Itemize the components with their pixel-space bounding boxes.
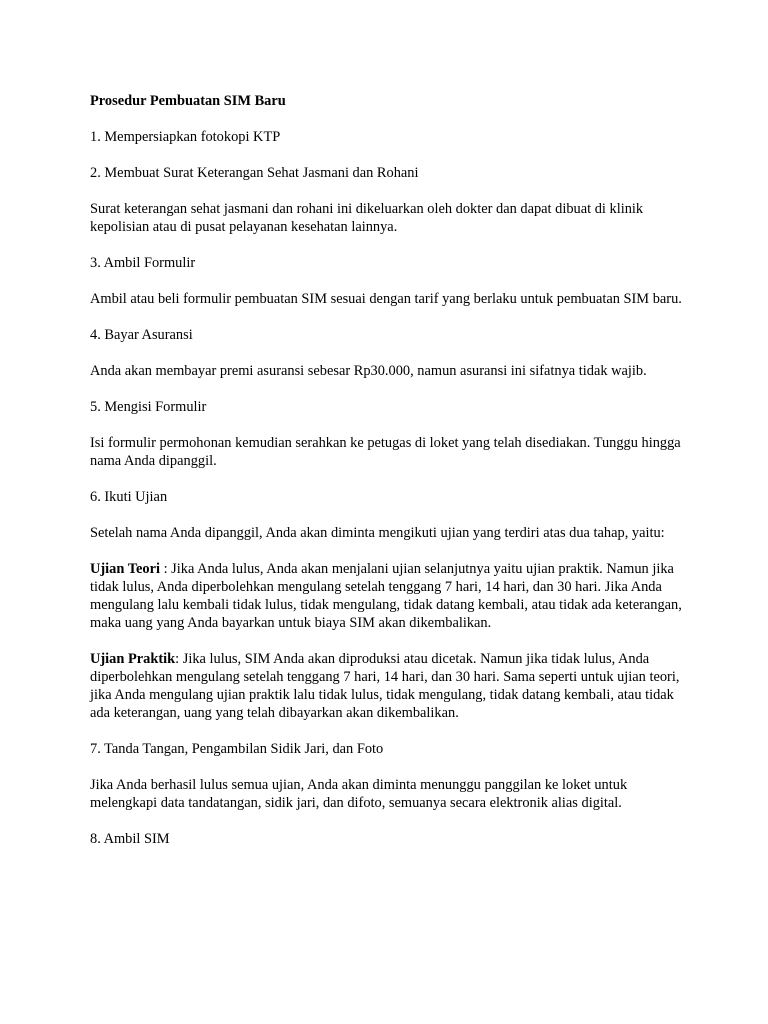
step-5-heading: 5. Mengisi Formulir: [90, 399, 207, 415]
step-6-heading: 6. Ikuti Ujian: [90, 489, 168, 505]
step-7-heading: 7. Tanda Tangan, Pengambilan Sidik Jari, dan Foto: [90, 741, 384, 757]
step-7-body: Jika Anda berhasil lulus semua ujian, Anda akan diminta menunggu panggilan ke loket untuk melengkapi data tandatangan, sidik jari, dan difoto, semuanya secara elektronik alias digital.: [90, 777, 628, 811]
step-6-body: Setelah nama Anda dipanggil, Anda akan diminta mengikuti ujian yang terdiri atas dua tahap, yaitu:: [90, 525, 665, 541]
step-8-heading: 8. Ambil SIM: [90, 831, 170, 847]
document-title: Prosedur Pembuatan SIM Baru: [90, 93, 286, 109]
theory-exam-text: : Jika Anda lulus, Anda akan menjalani ujian selanjutnya yaitu ujian praktik. Namun jika tidak lulus, Anda diperbolehkan mengulang setelah tenggang 7 hari, 14 hari, dan 30 hari. Jika Anda mengulang lalu kembali tidak lulus, tidak mengulang, tidak datang kembali, atau tidak ada keterangan, maka uang yang Anda bayarkan untuk biaya SIM akan dikembalikan.: [90, 561, 682, 631]
practice-exam-paragraph: [90, 650, 690, 722]
step-2-body: Surat keterangan sehat jasmani dan rohani ini dikeluarkan oleh dokter dan dapat dibuat di klinik kepolisian atau di pusat pelayanan kesehatan lainnya.: [90, 201, 644, 235]
theory-exam-paragraph: [90, 560, 690, 632]
step-5-body: Isi formulir permohonan kemudian serahkan ke petugas di loket yang telah disediakan. Tunggu hingga nama Anda dipanggil.: [90, 435, 681, 469]
step-3-heading: 3. Ambil Formulir: [90, 255, 196, 271]
practice-exam-text: : Jika lulus, SIM Anda akan diproduksi atau dicetak. Namun jika tidak lulus, Anda diperbolehkan mengulang setelah tenggang 7 hari, 14 hari, dan 30 hari. Sama seperti untuk ujian teori, jika Anda mengulang ujian praktik lalu tidak lulus, tidak mengulang, tidak datang kembali, atau tidak ada keterangan, uang yang telah dibayarkan akan dikembalikan.: [90, 651, 680, 721]
theory-exam-term: Ujian Teori: [90, 561, 160, 577]
document-page: [90, 92, 690, 866]
step-2-heading: 2. Membuat Surat Keterangan Sehat Jasmani dan Rohani: [90, 165, 419, 181]
step-4-heading: 4. Bayar Asuransi: [90, 327, 193, 343]
step-3-body: Ambil atau beli formulir pembuatan SIM sesuai dengan tarif yang berlaku untuk pembuatan SIM baru.: [90, 291, 682, 307]
step-1-heading: 1. Mempersiapkan fotokopi KTP: [90, 129, 281, 145]
step-4-body: Anda akan membayar premi asuransi sebesar Rp30.000, namun asuransi ini sifatnya tidak wajib.: [90, 363, 647, 379]
practice-exam-term: Ujian Praktik: [90, 651, 176, 667]
